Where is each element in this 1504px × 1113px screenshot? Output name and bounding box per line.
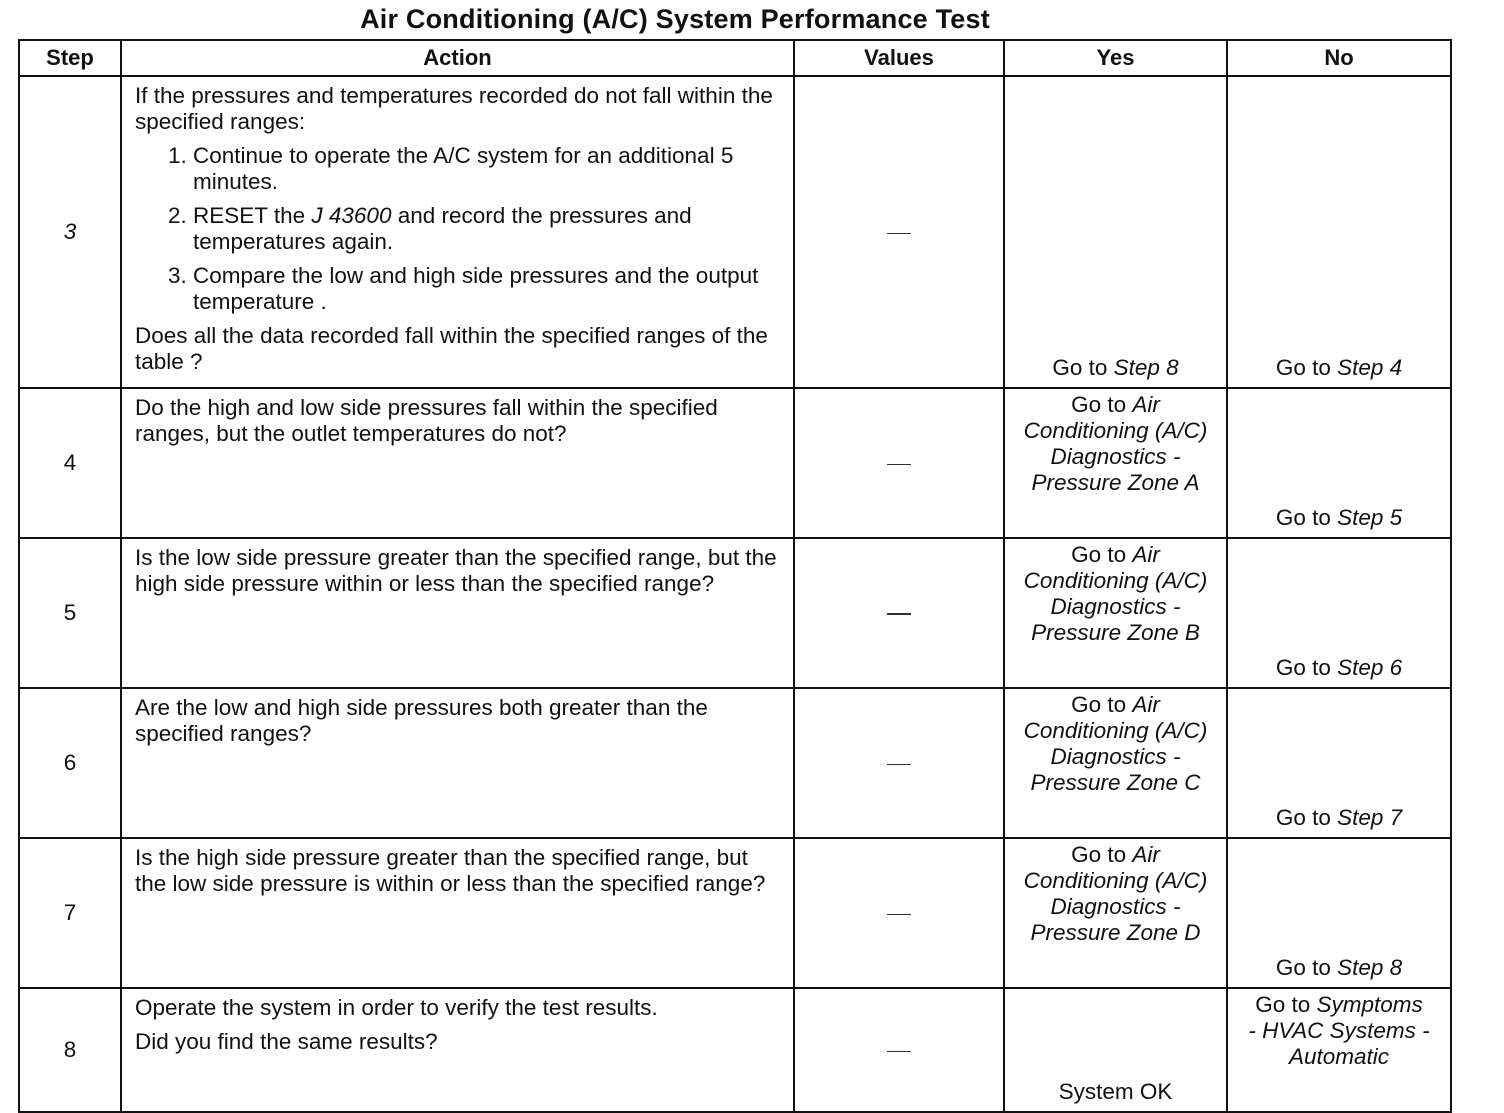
values-cell	[794, 538, 1004, 688]
yes-link[interactable]: Go to Air Conditioning (A/C) Diagnostics - Pressure Zone C	[1023, 692, 1208, 795]
step-number: 6	[19, 688, 121, 838]
no-cell	[1227, 76, 1451, 388]
values-cell	[794, 76, 1004, 388]
no-link[interactable]: Go to Step 4	[1275, 355, 1403, 380]
empty-value-dash	[887, 613, 911, 615]
action-cell: Are the low and high side pressures both greater than the specified ranges?	[121, 688, 794, 838]
no-cell	[1227, 388, 1451, 538]
document-title: Air Conditioning (A/C) System Performance Test	[360, 4, 990, 34]
values-cell	[794, 688, 1004, 838]
header-step: Step	[19, 40, 121, 76]
substep-list	[135, 143, 781, 315]
no-link[interactable]: Go to Step 8	[1275, 955, 1403, 980]
yes-cell	[1004, 688, 1227, 838]
table-row	[19, 988, 1451, 1112]
yes-link[interactable]: Go to Step 8	[1052, 355, 1179, 380]
values-cell	[794, 388, 1004, 538]
performance-test-table	[18, 39, 1452, 1113]
empty-value-dash	[887, 1051, 911, 1052]
values-cell	[794, 838, 1004, 988]
yes-cell	[1004, 76, 1227, 388]
header-no: No	[1227, 40, 1451, 76]
action-cell: Do the high and low side pressures fall within the specified ranges, but the outlet temperatures do not?	[121, 388, 794, 538]
table-row	[19, 76, 1451, 388]
yes-cell	[1004, 838, 1227, 988]
step-number: 7	[19, 838, 121, 988]
table-row	[19, 388, 1451, 538]
substep-item: 3. Compare the low and high side pressures and the output temperature .	[193, 263, 781, 315]
table-row	[19, 688, 1451, 838]
no-cell	[1227, 988, 1451, 1112]
no-cell	[1227, 838, 1451, 988]
action-intro: If the pressures and temperatures recorded do not fall within the specified ranges:	[135, 83, 773, 134]
step-number: 5	[19, 538, 121, 688]
header-action: Action	[121, 40, 794, 76]
table-row	[19, 538, 1451, 688]
table-header-row	[19, 40, 1451, 76]
substep-item: 2. RESET the J 43600 and record the pressures and temperatures again.	[193, 203, 781, 255]
step-number: 4	[19, 388, 121, 538]
no-link[interactable]: Go to Step 7	[1275, 805, 1403, 830]
yes-cell	[1004, 988, 1227, 1112]
action-cell	[121, 76, 794, 388]
substep-item: 1. Continue to operate the A/C system for an additional 5 minutes.	[193, 143, 781, 195]
yes-cell	[1004, 388, 1227, 538]
no-link[interactable]: Go to Step 5	[1275, 505, 1403, 530]
action-cell: Is the low side pressure greater than the specified range, but the high side pressure within or less than the specified range?	[121, 538, 794, 688]
header-values: Values	[794, 40, 1004, 76]
no-cell	[1227, 538, 1451, 688]
action-question: Does all the data recorded fall within the specified ranges of the table ?	[135, 323, 768, 374]
no-cell	[1227, 688, 1451, 838]
step-number: 8	[19, 988, 121, 1112]
yes-link[interactable]: Go to Air Conditioning (A/C) Diagnostics - Pressure Zone B	[1023, 542, 1208, 645]
table-row	[19, 838, 1451, 988]
yes-link[interactable]: Go to Air Conditioning (A/C) Diagnostics - Pressure Zone D	[1023, 842, 1208, 945]
yes-cell	[1004, 538, 1227, 688]
empty-value-dash	[887, 233, 911, 234]
action-cell: Operate the system in order to verify the test results. Did you find the same results?	[121, 988, 794, 1112]
action-cell: Is the high side pressure greater than the specified range, but the low side pressure is within or less than the specified range?	[121, 838, 794, 988]
values-cell	[794, 988, 1004, 1112]
yes-link[interactable]: Go to Air Conditioning (A/C) Diagnostics - Pressure Zone A	[1023, 392, 1208, 495]
tool-reference: J 43600	[311, 203, 392, 228]
no-link[interactable]: Go to Symptoms - HVAC Systems - Automatic	[1248, 992, 1430, 1069]
empty-value-dash	[887, 914, 911, 915]
no-link[interactable]: Go to Step 6	[1275, 655, 1403, 680]
empty-value-dash	[887, 464, 911, 465]
empty-value-dash	[887, 764, 911, 765]
step-number: 3	[19, 76, 121, 388]
header-yes: Yes	[1004, 40, 1227, 76]
yes-result: System OK	[1058, 1079, 1173, 1104]
